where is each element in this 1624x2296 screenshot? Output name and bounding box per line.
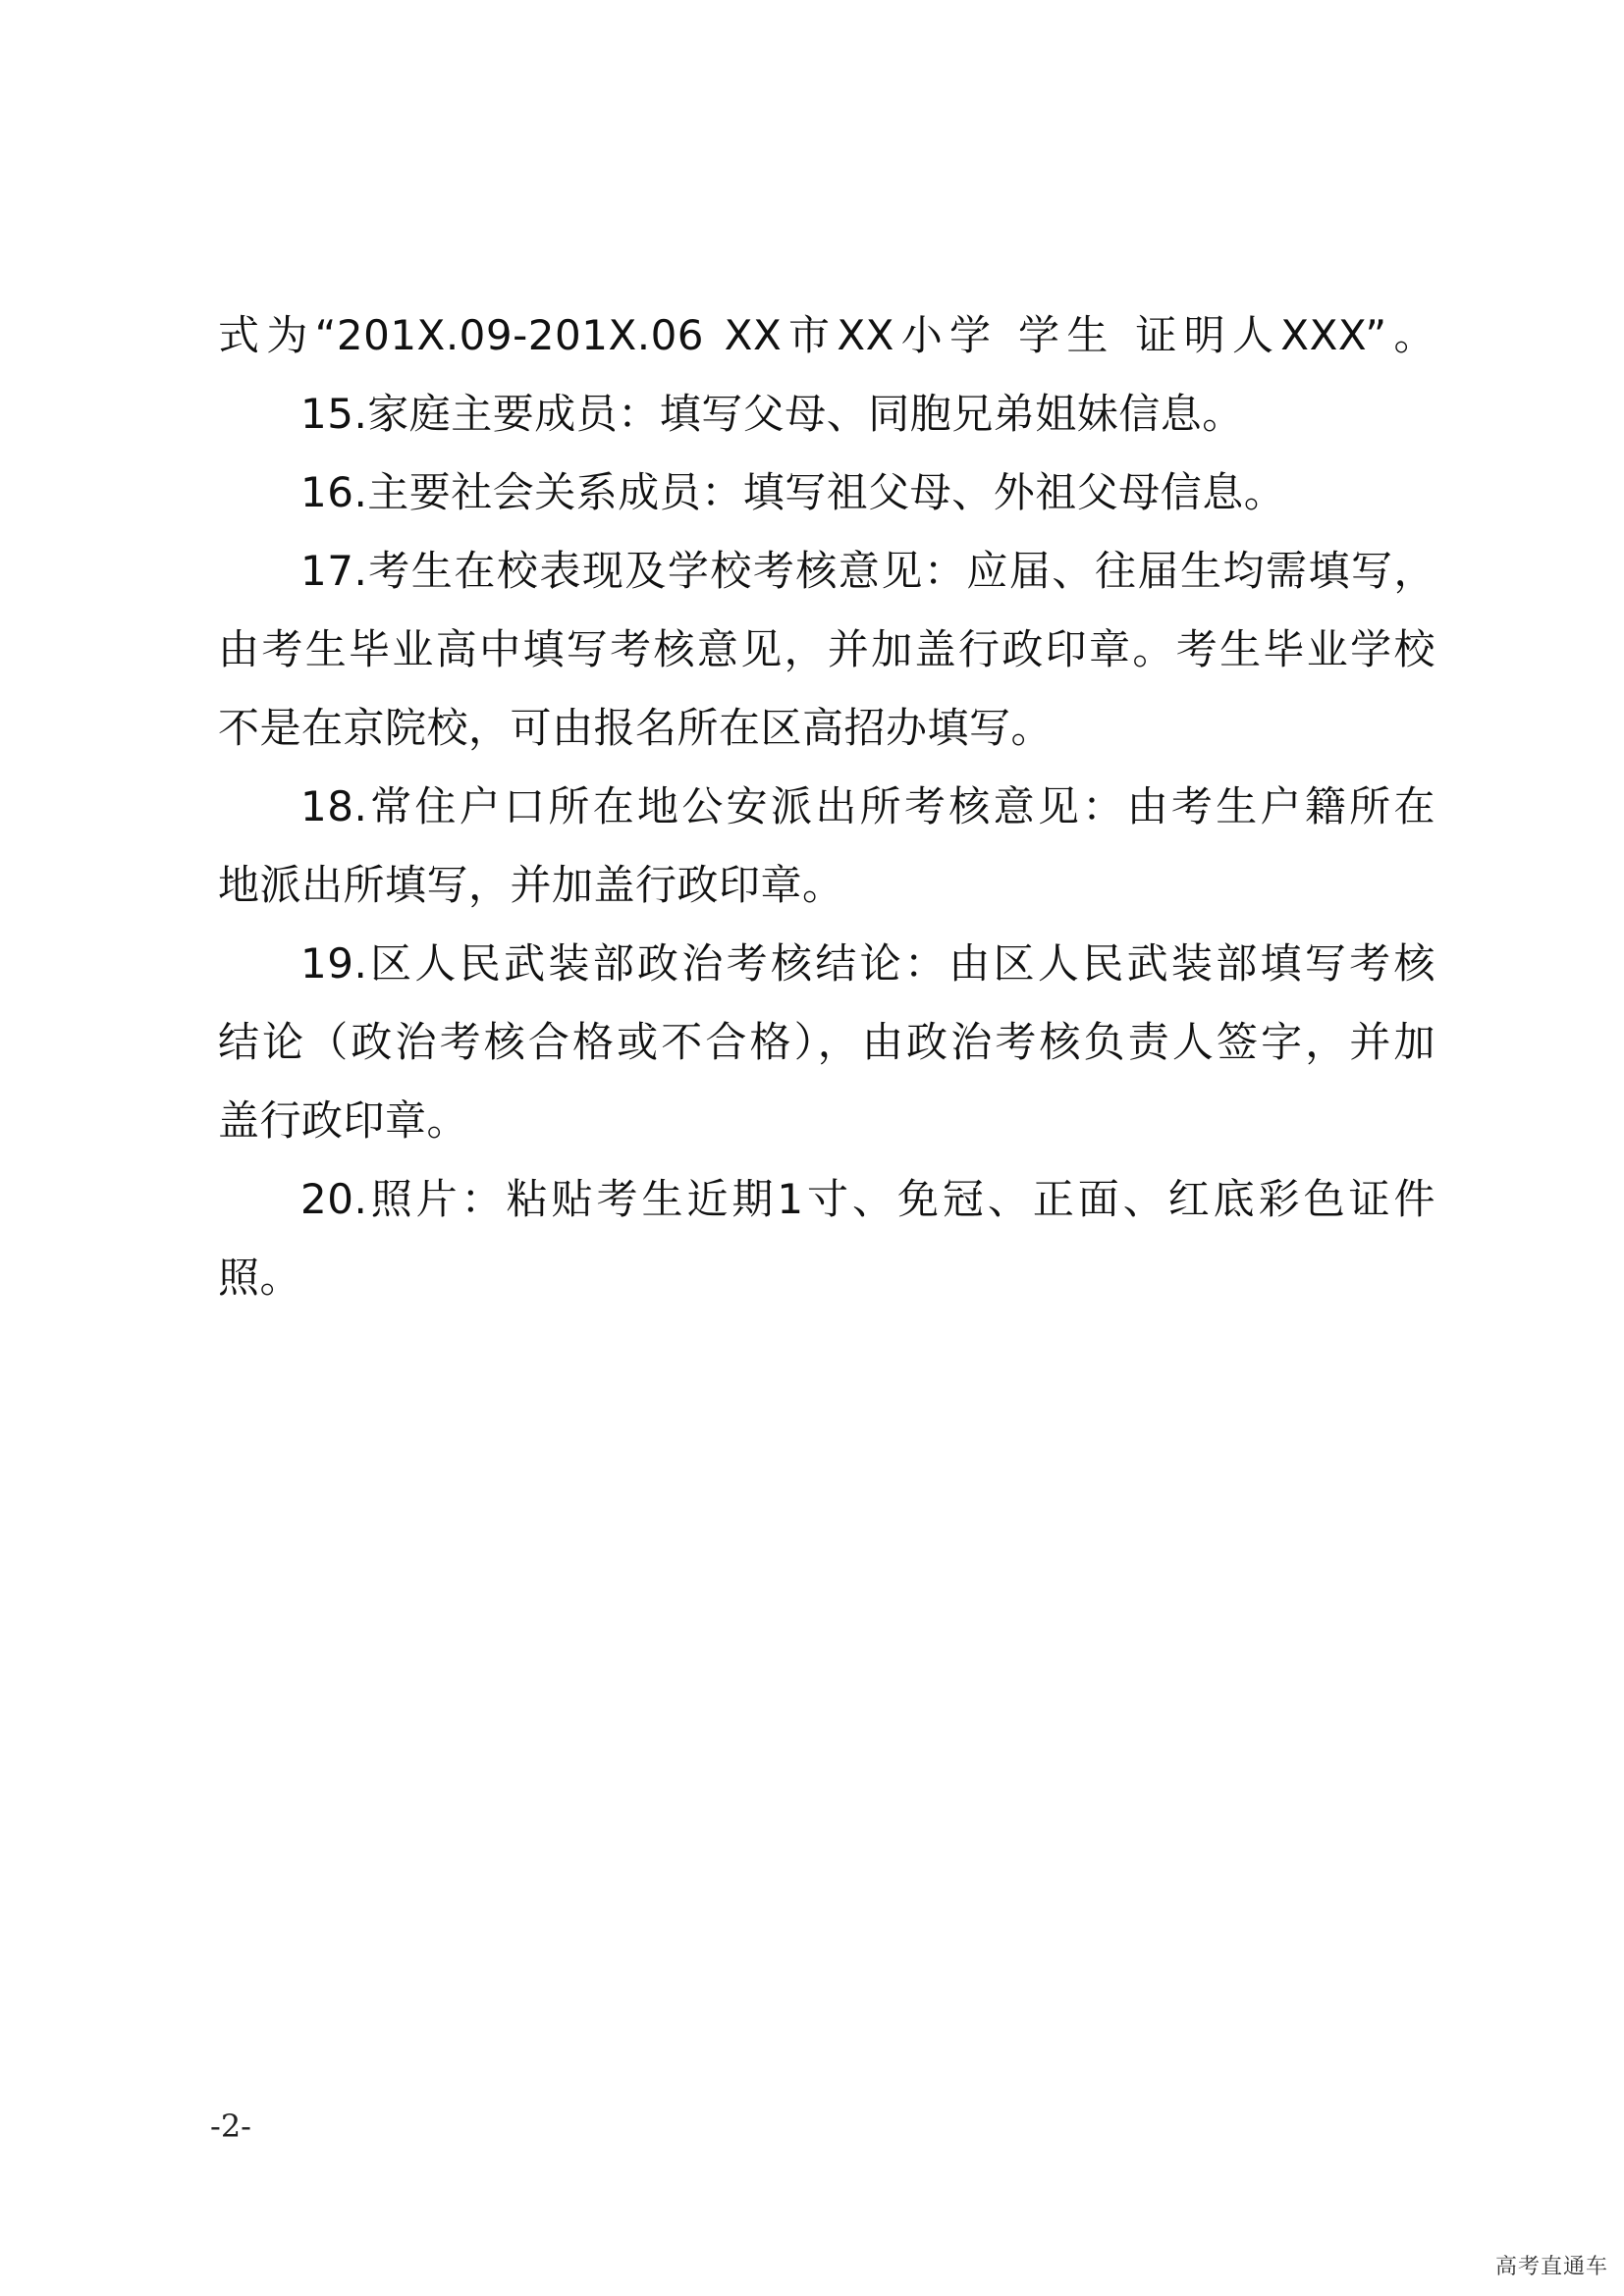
watermark-text: 高考直通车 [1494, 2255, 1608, 2279]
item-19-political-review-line-2: 结论（政治考核合格或不合格），由政治考核负责人签字，并加 [218, 1018, 1435, 1066]
text-line-14-continuation: 式为“201X.09-201X.06 XX市XX小学 学生 证明人XXX”。 [218, 311, 1435, 359]
item-18-police-assessment-line-1: 18.常住户口所在地公安派出所考核意见：由考生户籍所在 [300, 782, 1435, 830]
item-17-school-assessment-line-1: 17.考生在校表现及学校考核意见：应届、往届生均需填写， [300, 547, 1435, 595]
item-20-photo-line-2: 照。 [218, 1254, 302, 1302]
page-number: -2- [210, 2108, 251, 2145]
item-19-political-review-line-1: 19.区人民武装部政治考核结论：由区人民武装部填写考核 [300, 939, 1435, 988]
item-19-political-review-line-3: 盖行政印章。 [218, 1096, 469, 1145]
item-17-school-assessment-line-3: 不是在京院校，可由报名所在区高招办填写。 [218, 704, 1054, 752]
item-15-family-members: 15.家庭主要成员：填写父母、同胞兄弟姐妹信息。 [300, 390, 1244, 438]
item-20-photo-line-1: 20.照片：粘贴考生近期1寸、免冠、正面、红底彩色证件 [300, 1175, 1435, 1223]
item-16-social-relations: 16.主要社会关系成员：填写祖父母、外祖父母信息。 [300, 468, 1286, 516]
item-18-police-assessment-line-2: 地派出所填写，并加盖行政印章。 [218, 861, 844, 909]
item-17-school-assessment-line-2: 由考生毕业高中填写考核意见，并加盖行政印章。考生毕业学校 [218, 625, 1435, 673]
